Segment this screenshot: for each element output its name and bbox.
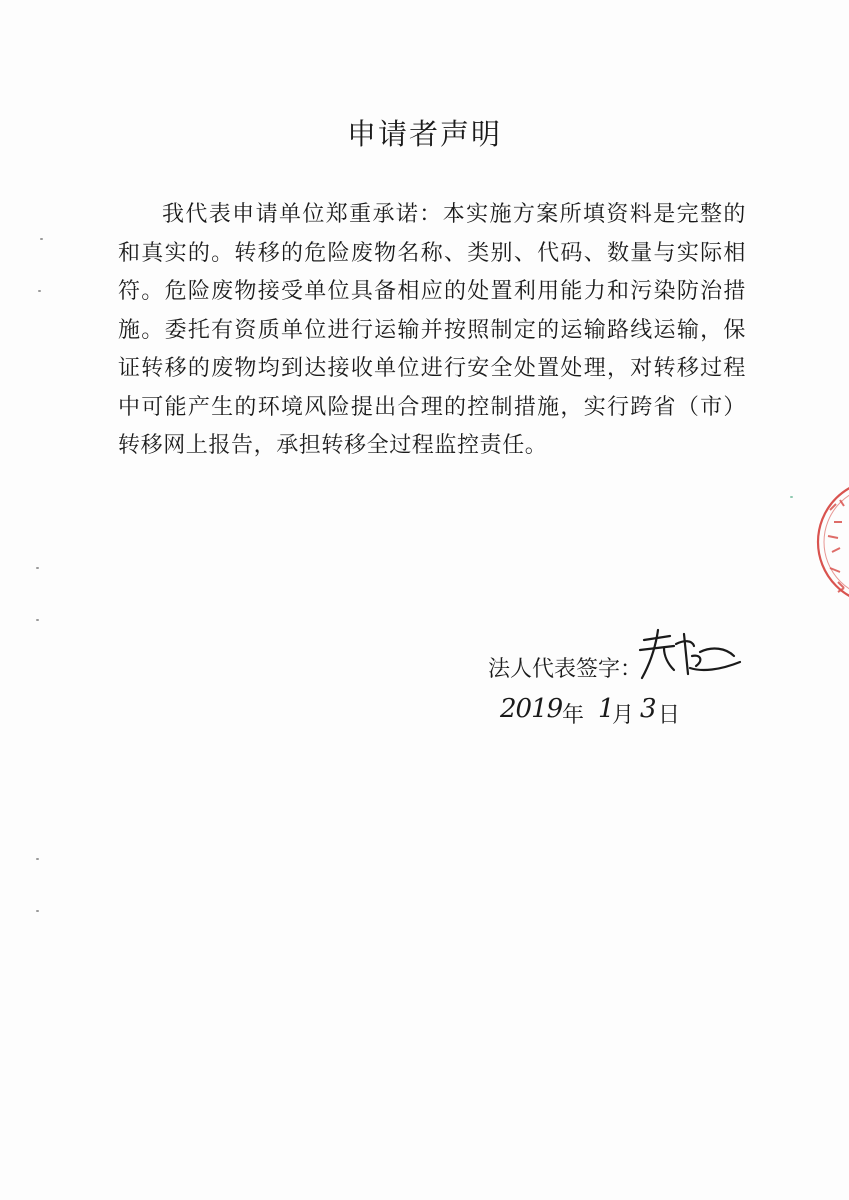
date-month-handwritten: 1	[598, 694, 615, 724]
scan-speck	[40, 238, 43, 240]
scan-speck	[36, 619, 39, 621]
date-month-unit: 月	[612, 703, 635, 728]
scan-speck	[38, 290, 41, 292]
date-day-handwritten: 3	[640, 694, 657, 724]
page-title: 申请者声明	[346, 117, 502, 151]
signature-label-text: 法人代表签字：	[488, 657, 643, 682]
signature-label	[488, 652, 642, 683]
scan-speck	[36, 567, 39, 569]
red-seal-stamp	[808, 470, 849, 620]
date-year-handwritten: 2019	[500, 694, 563, 724]
scan-speck	[36, 858, 39, 860]
scan-speck	[790, 496, 793, 498]
scan-speck	[36, 910, 39, 912]
handwritten-signature	[630, 626, 750, 686]
date-year-unit: 年	[562, 703, 585, 728]
date-day-unit: 日	[658, 703, 681, 728]
declaration-body: 我代表申请单位郑重承诺：本实施方案所填资料是完整的和真实的。转移的危险废物名称、类别、代码、数量与实际相符。危险废物接受单位具备相应的处置利用能力和污染防治措施。委托有资质单位进行运输并按照制定的运输路线运输，保证转移的废物均到达接收单位进行安全处置处理，对转移过程中可能产生的环境风险提出合理的控制措施，实行跨省（市）转移网上报告，承担转移全过程监控责任。	[118, 202, 746, 458]
